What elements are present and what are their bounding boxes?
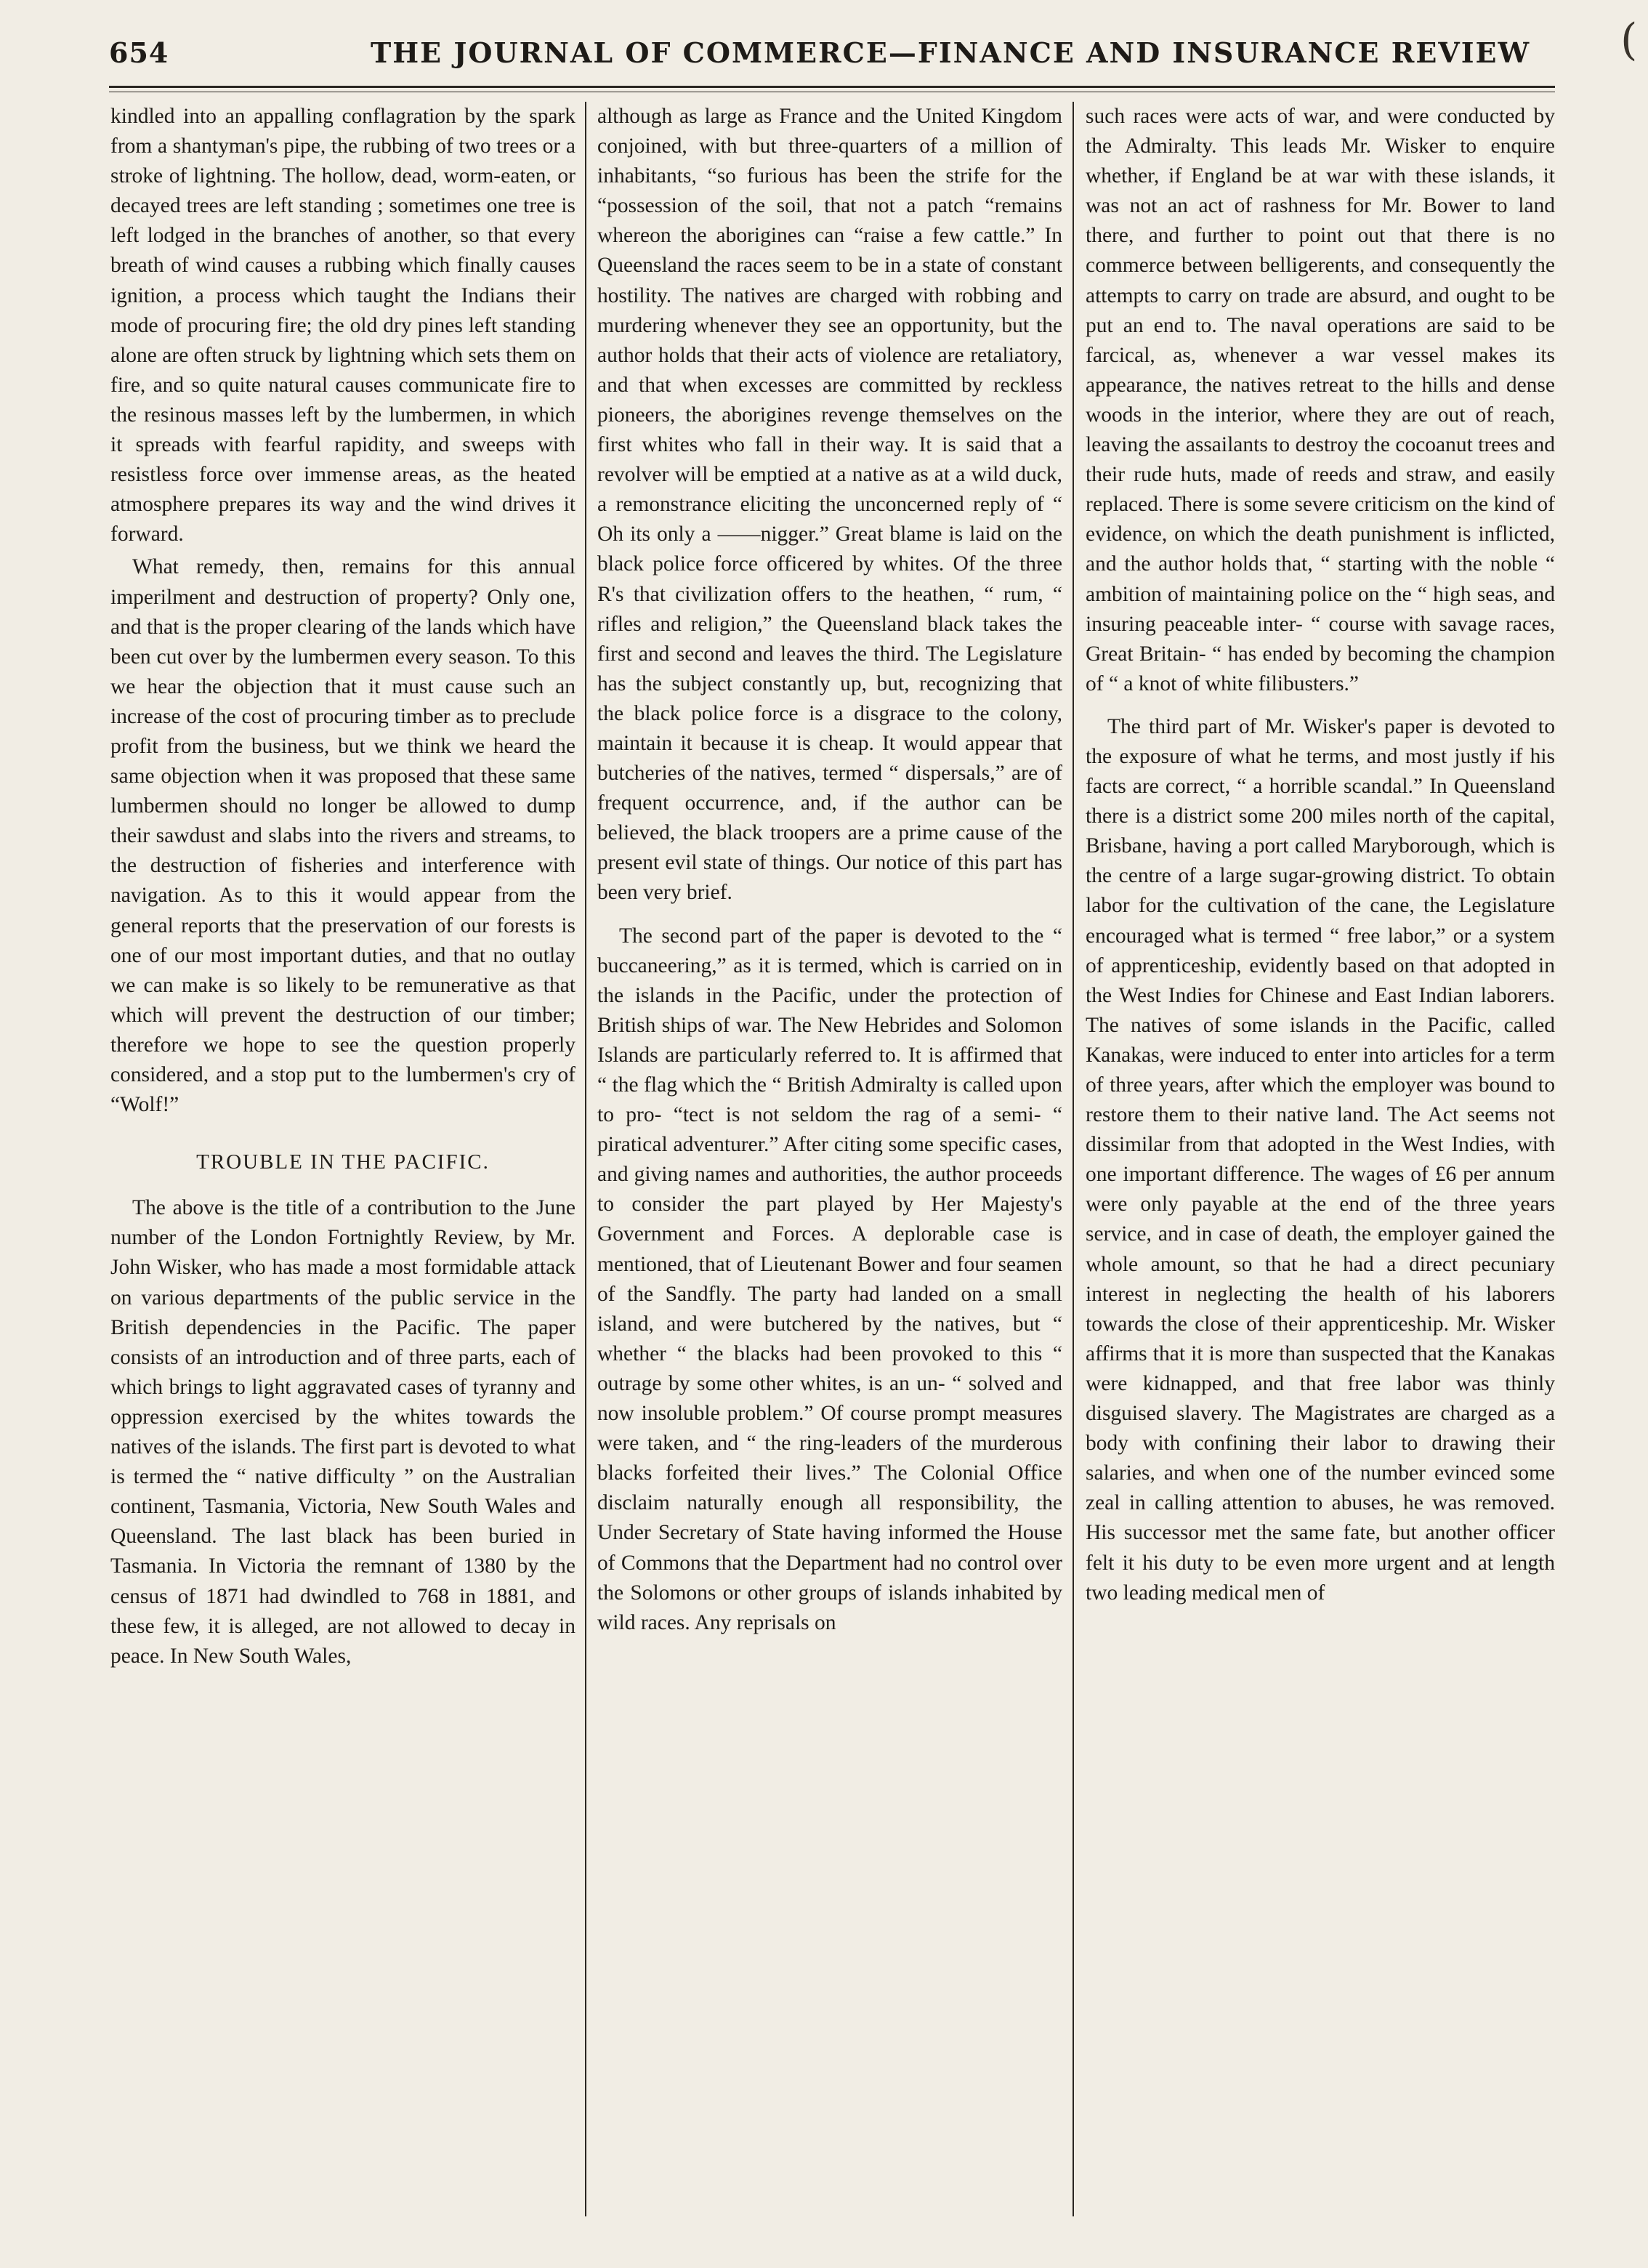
- column-divider: [585, 102, 586, 2216]
- binding-edge-mark: (: [1620, 15, 1638, 65]
- text-column-3: [1086, 102, 1555, 2245]
- page-number: 654: [109, 36, 169, 69]
- column-divider: [1073, 102, 1074, 2216]
- paragraph: although as large as France and the United Kingdom conjoined, with but three-quarters of a million of inhabitants, “so furious has been the strife for the “possession of the soil, that not a patch “remains whereon the aborigines can “raise a few cattle.” In Queensland the races seem to be in a state of constant hostility. The natives are charged with robbing and murdering whenever they see an opportunity, but the author holds that their acts of violence are retaliatory, and that when excesses are committed by reckless pioneers, the aborigines revenge themselves on the first whites who fall in their way. It is said that a revolver will be emptied at a native as at a wild duck, a remonstrance eliciting the unconcerned reply of “ Oh its only a ——nigger.” Great blame is laid on the black police force officered by whites. Of the three R's that civilization offers to the heathen, “ rum, “ rifles and religion,” the Queensland black takes the first and second and leaves the third. The Legislature has the subject constantly up, but, recognizing that the black police force is a disgrace to the colony, maintain it because it is cheap. It would appear that butcheries of the natives, termed “ dispersals,” are of frequent occurrence, and, if the author can be believed, the black troopers are a prime cause of the present evil state of things. Our notice of this part has been very brief.: [597, 105, 1062, 905]
- paragraph: The third part of Mr. Wisker's paper is devoted to the exposure of what he terms, and most justly if his facts are correct, “ a horrible scandal.” In Queensland there is a district some 200 miles north of the capital, Brisbane, having a port called Maryborough, which is the centre of a large sugar-growing district. To obtain labor for the cultivation of the cane, the Legislature encouraged what is termed “ free labor,” or a system of apprenticeship, evidently based on that adopted in the West Indies for Chinese and East Indian laborers. The natives of some islands in the Pacific, called Kanakas, were induced to enter into articles for a term of three years, after which the employer was bound to restore them to their native land. The Act seems not dissimilar from that adopted in the West Indies, with one important difference. The wages of £6 per annum were only payable at the end of the three years service, and in case of death, the employer gained the whole amount, so that he had a direct pecuniary interest in neglecting the health of his laborers towards the close of their apprenticeship. Mr. Wisker affirms that it is more than suspected that the Kanakas were kidnapped, and that free labor was thinly disguised slavery. The Magistrates are charged as a body with confining their labor to drawing their salaries, and when one of the number evinced some zeal in calling attention to abuses, he was removed. His successor met the same fate, but another officer felt it his duty to be even more urgent and at length two leading medical men of: [1086, 714, 1555, 1605]
- text-column-1: [110, 102, 575, 2245]
- running-title: THE JOURNAL OF COMMERCE—FINANCE AND INSURANCE REVIEW: [371, 36, 1531, 69]
- paragraph: The above is the title of a contribution to the June number of the London Fortnightly Review, by Mr. John Wisker, who has made a most formidable attack on various departments of the public service in the British dependencies in the Pacific. The paper consists of an introduction and of three parts, each of which brings to light aggravated cases of tyranny and oppression exercised by the whites towards the natives of the islands. The first part is devoted to what is termed the “ native difficulty ” on the Australian continent, Tasmania, Victoria, New South Wales and Queensland. The last black has been buried in Tasmania. In Victoria the remnant of 1380 by the census of 1871 had dwindled to 768 in 1881, and these few, it is alleged, are not allowed to decay in peace. In New South Wales,: [110, 1196, 575, 1668]
- paragraph: such races were acts of war, and were conducted by the Admiralty. This leads Mr. Wisker to enquire whether, if England be at war with these islands, it was not an act of rashness for Mr. Bower to land there, and further to point out that there is no commerce between belligerents, and consequently the attempts to carry on trade are absurd, and ought to be put an end to. The naval operations are said to be farcical, as, whenever a war vessel makes its appearance, the natives retreat to the hills and dense woods in the interior, where they are out of reach, leaving the assailants to destroy the cocoanut trees and their rude huts, made of reeds and straw, and easily replaced. There is some severe criticism on the kind of evidence, on which the death punishment is inflicted, and the author holds that, “ starting with the noble “ ambition of maintaining police on the “ high seas, and insuring peaceable inter- “ course with savage races, Great Britain- “ has ended by becoming the champion of “ a knot of white filibusters.”: [1086, 105, 1555, 695]
- paragraph: kindled into an appalling conflagration by the spark from a shantyman's pipe, the rubbing of two trees or a stroke of lightning. The hollow, dead, worm-eaten, or decayed trees are left standing ; sometimes one tree is left lodged in the branches of another, so that every breath of wind causes a rubbing which finally causes ignition, a process which taught the Indians their mode of procuring fire; the old dry pines left standing alone are often struck by lightning which sets them on fire, and so quite natural causes communicate fire to the resinous masses left by the lumbermen, in which it spreads with fearful rapidity, and sweeps with resistless force over immense areas, as the heated atmosphere prepares its way and the wind drives it forward.: [110, 105, 575, 546]
- section-heading: TROUBLE IN THE PACIFIC.: [196, 1150, 490, 1174]
- header-rule-thick: [109, 86, 1555, 88]
- paragraph: The second part of the paper is devoted to the “ buccaneering,” as it is termed, which is carried on in the islands in the Pacific, under the protection of British ships of war. The New Hebrides and Solomon Islands are particularly referred to. It is affirmed that “ the flag which the “ British Admiralty is called upon to pro- “tect is not seldom the rag of a semi- “ piratical adventurer.” After citing some specific cases, and giving names and authorities, the author proceeds to consider the part played by Her Majesty's Government and Forces. A deplorable case is mentioned, that of Lieutenant Bower and four seamen of the Sandfly. The party had landed on a small island, and were butchered by the natives, but “ whether “ the blacks had been provoked to this “ outrage by some other whites, is an un- “ solved and now insoluble problem.” Of course prompt measures were taken, and “ the ring-leaders of the murderous blacks forfeited their lives.” The Colonial Office disclaim naturally enough all responsibility, the Under Secretary of State having informed the House of Commons that the Department had no control over the Solomons or other groups of islands inhabited by wild races. Any reprisals on: [597, 924, 1062, 1634]
- paragraph: What remedy, then, remains for this annual imperilment and destruction of property? Only one, and that is the proper clearing of the lands which have been cut over by the lumbermen every season. To this we hear the objection that it must cause such an increase of the cost of procuring timber as to preclude profit from the business, but we think we heard the same objection when it was proposed that these same lumbermen should no longer be allowed to dump their sawdust and slabs into the rivers and streams, to the destruction of fisheries and interference with navigation. As to this it would appear from the general reports that the preservation of our forests is one of our most important duties, and that no outlay we can make is so likely to be remunerative as that which will prevent the destruction of our timber; therefore we hope to see the question properly considered, and a stop put to the lumbermen's cry of “Wolf!”: [110, 555, 575, 1117]
- text-column-2: [597, 102, 1062, 2245]
- page-header: [109, 33, 1555, 84]
